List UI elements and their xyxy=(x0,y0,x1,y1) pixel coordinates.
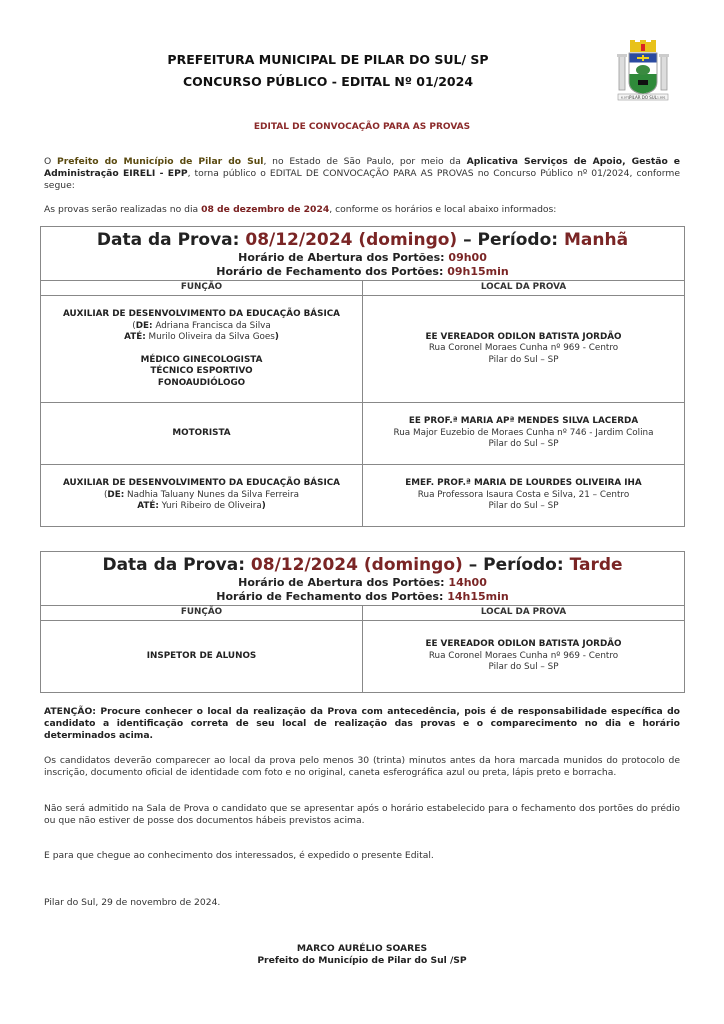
date-paragraph xyxy=(44,204,680,216)
candidate-range-from: (DE: Nadhia Taluany Nunes da Silva Ferreira xyxy=(103,489,300,500)
intro-mayor: Prefeito do Município de Pilar do Sul xyxy=(57,156,264,167)
role-title: AUXILIAR DE DESENVOLVIMENTO DA EDUCAÇÃO BÁSICA xyxy=(62,478,340,489)
gate-close-time: 14h15min xyxy=(447,589,509,603)
date-label: Data da Prova: xyxy=(96,230,246,250)
role-title: AUXILIAR DE DESENVOLVIMENTO DA EDUCAÇÃO BÁSICA xyxy=(62,309,340,319)
period-label: – Período: xyxy=(457,230,564,250)
role-title: INSPETOR DE ALUNOS xyxy=(146,650,257,661)
candidate-range-to: ATÉ: Murilo Oliveira da Silva Goes) xyxy=(124,332,279,342)
place-cell xyxy=(363,296,685,403)
gate-close-line xyxy=(41,590,684,604)
date-label: Data da Prova: xyxy=(102,555,251,575)
document-subtitle: EDITAL DE CONVOCAÇÃO PARA AS PROVAS xyxy=(253,122,471,132)
column-header-role: FUNÇÃO xyxy=(41,606,363,621)
signature-title: Prefeito do Município de Pilar do Sul /SP xyxy=(257,955,467,966)
place-date: Pilar do Sul, 29 de novembro de 2024. xyxy=(44,897,221,908)
intro-paragraph xyxy=(44,156,680,192)
gate-open-time: 09h00 xyxy=(448,251,487,264)
school-city: Pilar do Sul – SP xyxy=(488,439,559,450)
school-name: EE VEREADOR ODILON BATISTA JORDÃO xyxy=(425,639,622,650)
coat-of-arms-icon xyxy=(612,40,674,102)
gate-open-line xyxy=(41,251,684,265)
gate-close-time: 09h15min xyxy=(447,264,509,278)
session-header xyxy=(41,552,685,606)
gate-close-label: Horário de Fechamento dos Portões: xyxy=(216,589,448,603)
school-name: EMEF. PROF.ª MARIA DE LOURDES OLIVEIRA IHA xyxy=(405,478,642,489)
intro-text-1: O xyxy=(44,156,57,167)
crest-ribbon-text: PILAR DO SUL xyxy=(629,95,657,100)
session-header xyxy=(41,227,685,281)
role-cell xyxy=(41,621,363,693)
period-value: Manhã xyxy=(564,230,629,250)
signature-name: MARCO AURÉLIO SOARES xyxy=(296,943,428,954)
school-address: Rua Major Euzebio de Moraes Cunha nº 746 - Jardim Colina xyxy=(393,427,654,438)
table-row xyxy=(41,621,685,693)
place-cell xyxy=(363,465,685,527)
school-name: EE PROF.ª MARIA APª MENDES SILVA LACERDA xyxy=(408,416,639,427)
candidate-range-from: (DE: Adriana Francisca da Silva xyxy=(132,320,271,331)
date-value: 08/12/2024 (domingo) xyxy=(250,555,463,575)
date-para-pre: As provas serão realizadas no dia xyxy=(44,204,202,215)
school-address: Rua Coronel Moraes Cunha nº 969 - Centro xyxy=(428,650,619,661)
intro-text-2: , no Estado de São Paulo, por meio da xyxy=(263,156,467,167)
crest-right-date: 1.891 xyxy=(657,95,666,100)
period-label: – Período: xyxy=(462,555,570,575)
role-cell xyxy=(41,296,363,403)
role-title: MÉDICO GINECOLOGISTA xyxy=(140,354,263,365)
from-label: DE: xyxy=(107,489,125,500)
role-title: MOTORISTA xyxy=(172,427,231,438)
column-header-place: LOCAL DA PROVA xyxy=(363,281,685,296)
gate-open-line xyxy=(41,576,684,590)
role-cell xyxy=(41,465,363,527)
gate-open-label: Horário de Abertura dos Portões: xyxy=(238,576,449,589)
intro-company: Aplicativa Serviços de Apoio, Gestão e Administração EIRELI - EPP xyxy=(44,156,681,179)
role-title: TÉCNICO ESPORTIVO xyxy=(150,366,253,376)
column-header-place: LOCAL DA PROVA xyxy=(363,606,685,621)
to-label: ATÉ: xyxy=(137,501,159,512)
attention-notice: ATENÇÃO: Procure conhecer o local da realização da Prova com antecedência, pois é de responsabilidade específica do candidato a identificação correta de seu local de realização das provas e o comparecimento no dia e horário determinados acima. xyxy=(44,706,680,741)
place-cell xyxy=(363,621,685,693)
exam-table-afternoon xyxy=(40,551,685,693)
candidate-range-to: ATÉ: Yuri Ribeiro de Oliveira) xyxy=(137,501,266,512)
gate-open-time: 14h00 xyxy=(448,576,487,589)
place-cell xyxy=(363,403,685,465)
header-title: PREFEITURA MUNICIPAL DE PILAR DO SUL/ SP xyxy=(167,52,489,67)
admission-paragraph: Não será admitido na Sala de Prova o candidato que se apresentar após o horário estabelecido para o fechamento dos portões do prédio ou que não estiver de posse dos documentos hábeis previstos acima. xyxy=(44,803,680,826)
school-city: Pilar do Sul – SP xyxy=(488,662,559,673)
crest-left-date: 6.071 xyxy=(621,95,630,100)
school-city: Pilar do Sul – SP xyxy=(488,501,559,512)
school-address: Rua Professora Isaura Costa e Silva, 21 – Centro xyxy=(417,489,630,500)
date-para-post: , conforme os horários e local abaixo informados: xyxy=(329,204,557,215)
gate-close-line xyxy=(41,265,684,279)
table-row xyxy=(41,465,685,527)
gate-open-label: Horário de Abertura dos Portões: xyxy=(238,251,449,264)
table-row xyxy=(41,403,685,465)
school-address: Rua Coronel Moraes Cunha nº 969 - Centro xyxy=(428,343,619,354)
session-date-line xyxy=(41,554,684,576)
municipal-crest-logo xyxy=(612,40,674,102)
to-label: ATÉ: xyxy=(124,332,146,342)
session-date-line xyxy=(41,229,684,251)
date-value: 08/12/2024 (domingo) xyxy=(245,230,458,250)
school-name: EE VEREADOR ODILON BATISTA JORDÃO xyxy=(425,331,622,342)
intro-text-3: , torna público o EDITAL DE CONVOCAÇÃO PARA AS PROVAS no Concurso Público nº 01/2024, conforme segue: xyxy=(44,168,681,191)
closing-paragraph: E para que chegue ao conhecimento dos interessados, é expedido o presente Edital. xyxy=(44,850,434,861)
exam-table-morning xyxy=(40,226,685,527)
period-value: Tarde xyxy=(569,555,623,575)
from-name: Adriana Francisca da Silva xyxy=(155,320,271,331)
exam-date-highlight: 08 de dezembro de 2024 xyxy=(201,204,330,215)
column-header-role: FUNÇÃO xyxy=(41,281,363,296)
header-subtitle: CONCURSO PÚBLICO - EDITAL Nº 01/2024 xyxy=(182,74,474,89)
table-row xyxy=(41,296,685,403)
school-city: Pilar do Sul – SP xyxy=(488,354,559,365)
to-name: Yuri Ribeiro de Oliveira xyxy=(161,501,262,512)
arrival-paragraph: Os candidatos deverão comparecer ao local da prova pelo menos 30 (trinta) minutos antes da hora marcada munidos do protocolo de inscrição, documento oficial de identidade com foto e no original, caneta esferográfica azul ou preta, lápis preto e borracha. xyxy=(44,755,680,778)
gate-close-label: Horário de Fechamento dos Portões: xyxy=(216,264,448,278)
to-name: Murilo Oliveira da Silva Goes xyxy=(148,332,275,342)
from-name: Nadhia Taluany Nunes da Silva Ferreira xyxy=(127,489,300,500)
role-title: FONOAUDIÓLOGO xyxy=(157,377,246,388)
from-label: DE: xyxy=(135,320,153,331)
role-cell xyxy=(41,403,363,465)
